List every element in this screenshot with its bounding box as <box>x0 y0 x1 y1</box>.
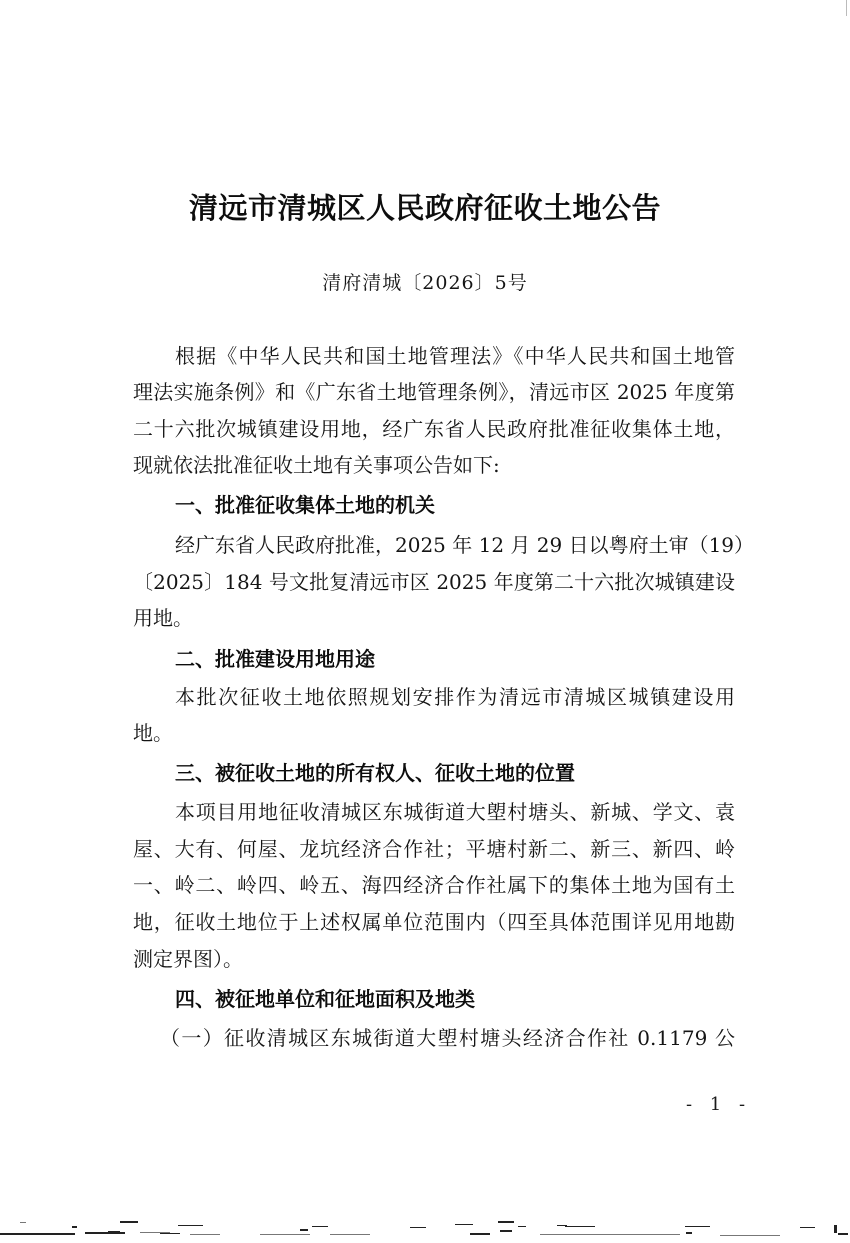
section-3-line: 测定界图）。 <box>133 947 243 971</box>
preamble-line: 现就依法批准征收土地有关事项公告如下: <box>133 453 500 477</box>
section-3-line: 一、岭二、岭四、岭五、海四经济合作社属下的集体土地为国有土 <box>133 873 735 897</box>
preamble-line: 根据《中华人民共和国土地管理法》《中华人民共和国土地管 <box>175 344 735 368</box>
section-3-line: 屋、大有、何屋、龙坑经济合作社；平塘村新二、新三、新四、岭 <box>133 837 735 861</box>
section-heading-2: 二、批准建设用地用途 <box>175 647 375 671</box>
scan-noise-decoration <box>0 1205 850 1243</box>
section-1-line: 经广东省人民政府批准，2025 年 12 月 29 日以粤府土审（19） <box>175 533 755 557</box>
section-heading-4: 四、被征地单位和征地面积及地类 <box>175 987 475 1011</box>
preamble-line: 理法实施条例》和《广东省土地管理条例》，清远市区 2025 年度第 <box>133 380 735 404</box>
scan-edge-mark <box>846 0 847 16</box>
section-1-line: 用地。 <box>133 606 193 630</box>
section-3-line: 地，征收土地位于上述权属单位范围内（四至具体范围详见用地勘 <box>133 910 735 934</box>
page-number: - 1 - <box>686 1094 752 1115</box>
section-2-line: 地。 <box>133 721 173 745</box>
section-heading-1: 一、批准征收集体土地的机关 <box>175 493 435 517</box>
section-4-line: （一）征收清城区东城街道大塱村塘头经济合作社 0.1179 公 <box>160 1026 735 1050</box>
section-1-line: 〔2025〕184 号文批复清远市区 2025 年度第二十六批次城镇建设 <box>133 570 735 594</box>
document-title: 清远市清城区人民政府征收土地公告 <box>188 191 661 225</box>
document-number: 清府清城〔2026〕5号 <box>322 272 528 294</box>
section-2-line: 本批次征收土地依照规划安排作为清远市清城区城镇建设用 <box>175 685 735 709</box>
section-heading-3: 三、被征收土地的所有权人、征收土地的位置 <box>175 761 575 785</box>
section-3-line: 本项目用地征收清城区东城街道大塱村塘头、新城、学文、袁 <box>175 800 735 824</box>
preamble-line: 二十六批次城镇建设用地，经广东省人民政府批准征收集体土地， <box>133 417 735 441</box>
